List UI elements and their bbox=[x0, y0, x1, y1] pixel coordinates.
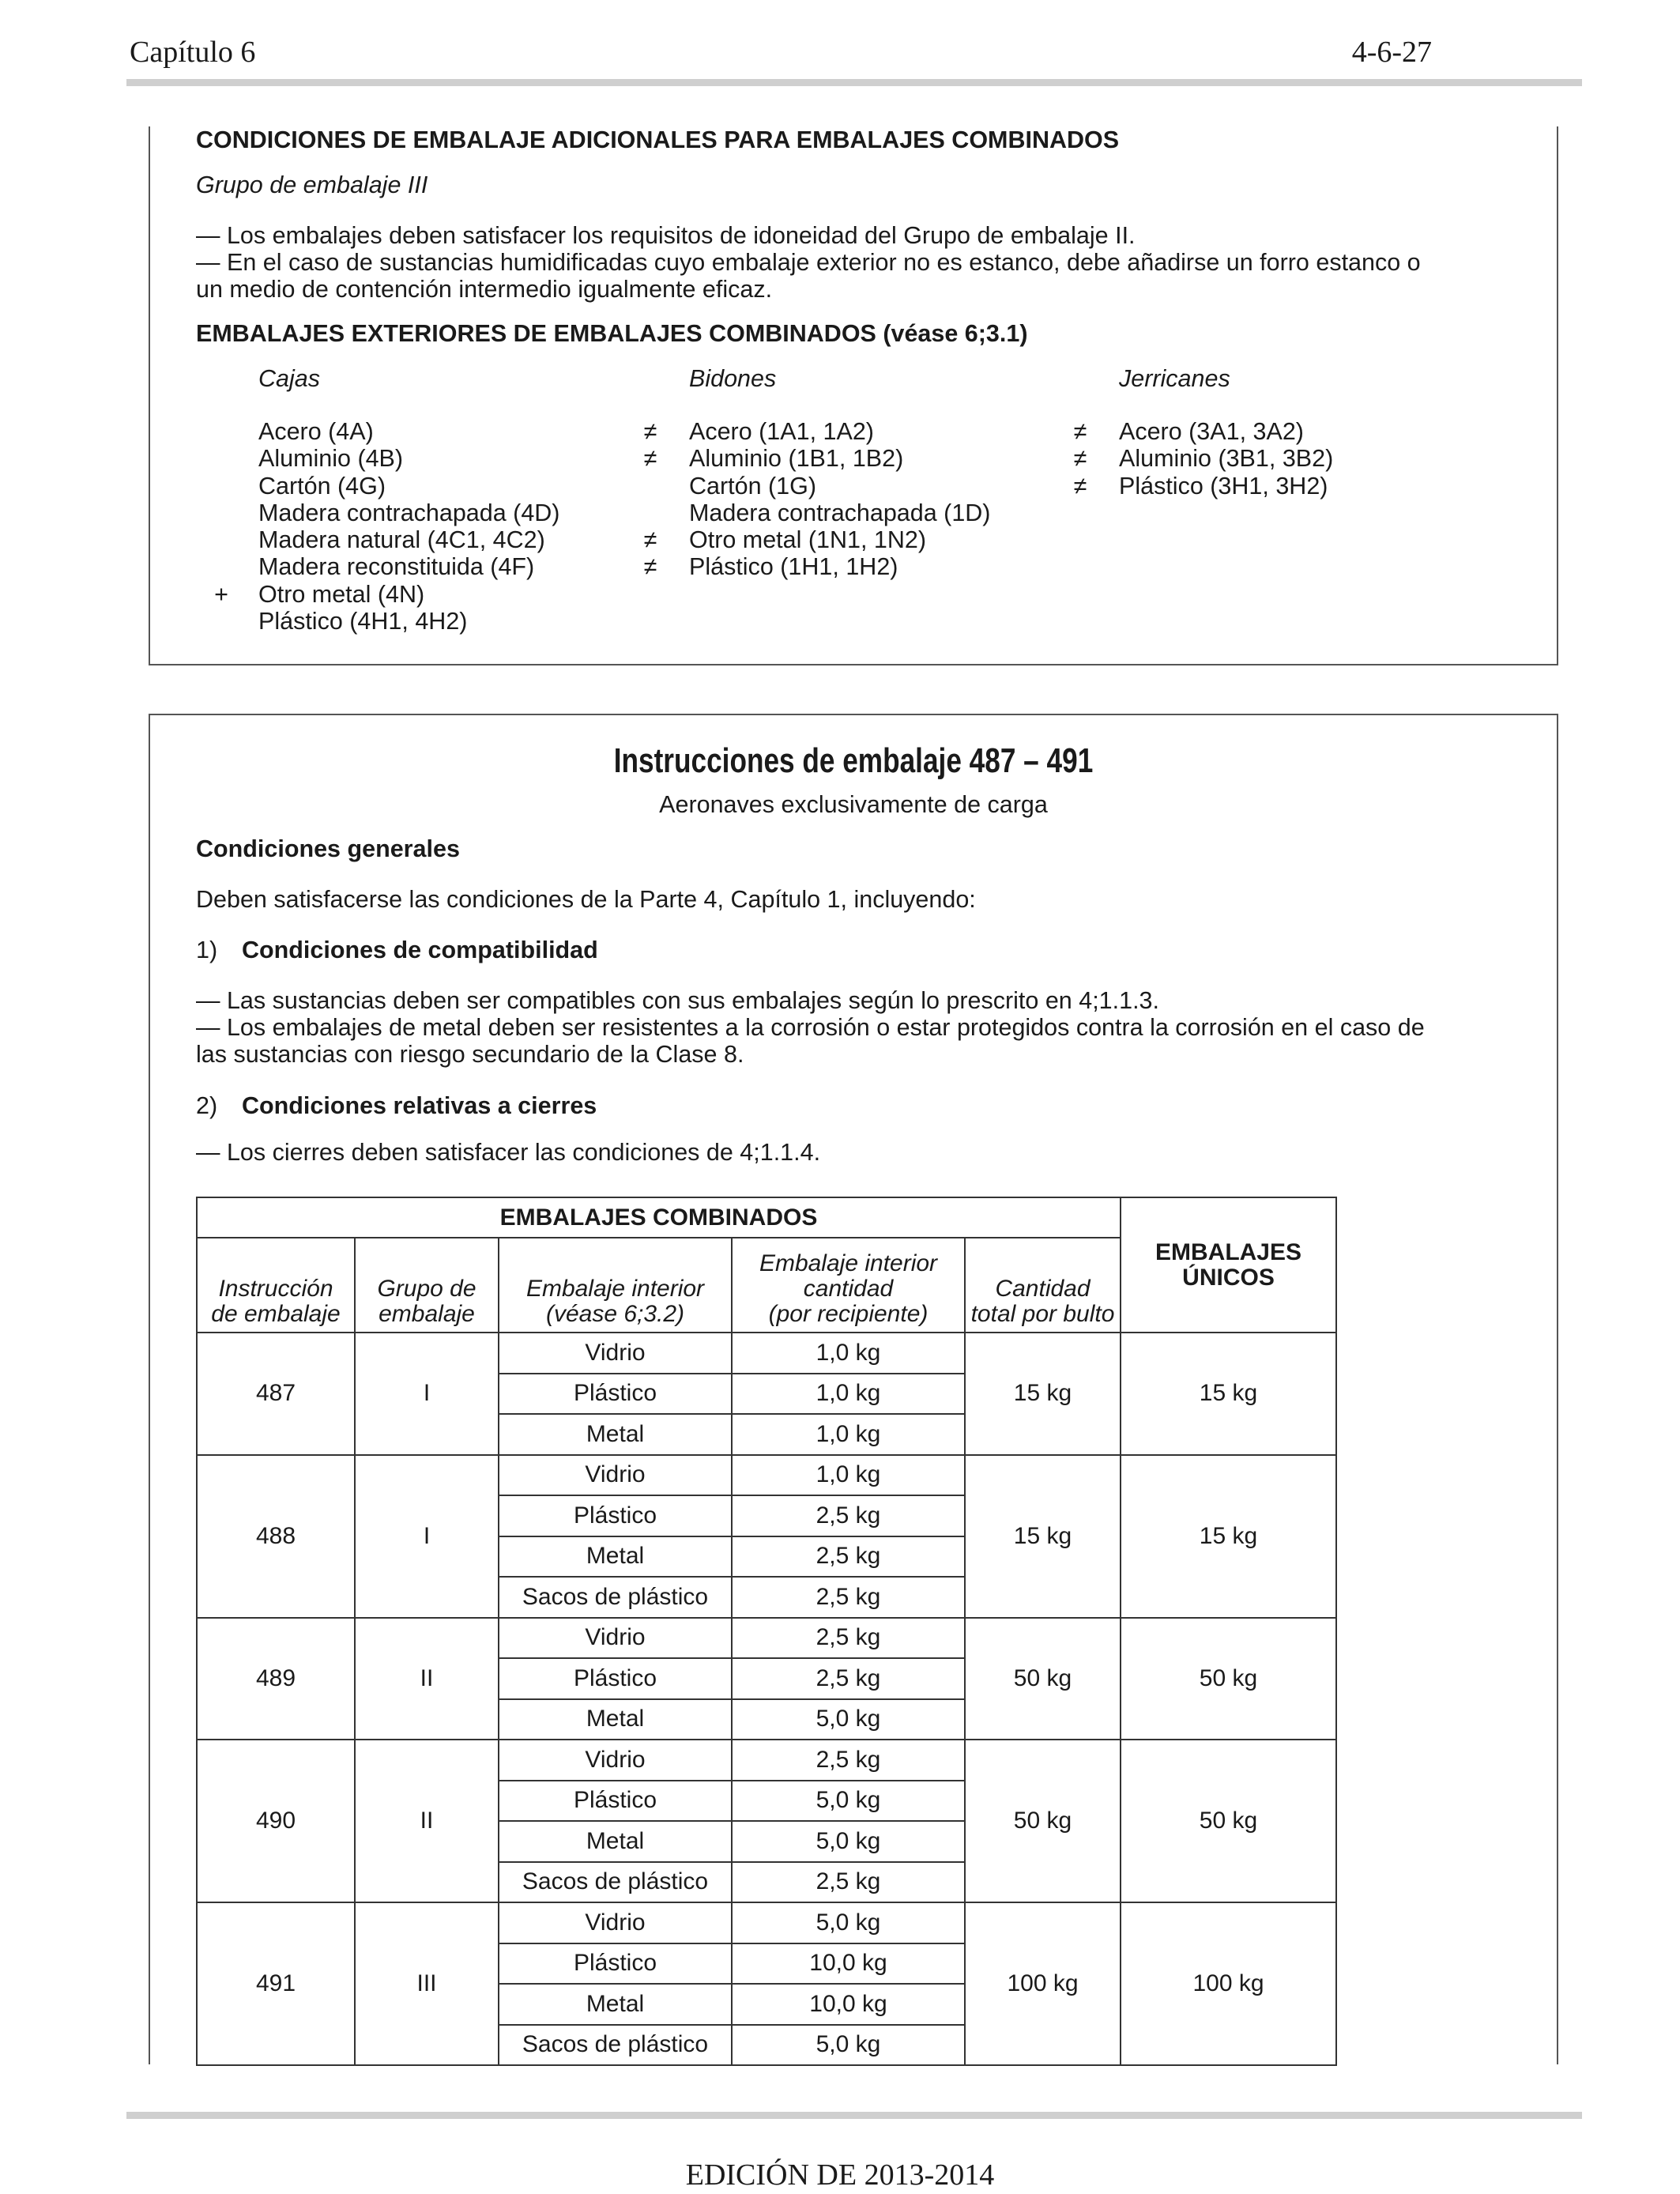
inner-quantity-cell: 2,5 kg bbox=[732, 1740, 965, 1781]
header-line: cantidad bbox=[803, 1276, 894, 1302]
list-item: Cartón (4G) bbox=[258, 472, 386, 499]
plus-mark: + bbox=[214, 580, 228, 608]
inner-packaging-cell: Metal bbox=[499, 1821, 732, 1862]
header-line: (por recipiente) bbox=[768, 1301, 929, 1327]
inner-quantity-cell: 1,0 kg bbox=[732, 1455, 965, 1496]
packing-instructions-title: Instrucciones de embalaje 487 – 491 bbox=[613, 741, 1094, 780]
instruction-cell: 491 bbox=[197, 1902, 355, 2065]
inner-packaging-cell: Plástico bbox=[499, 1495, 732, 1536]
mark bbox=[209, 445, 233, 472]
condition-bullet: — Los embalajes de metal deben ser resistentes a la corrosión o estar protegidos contra la corrosión en el caso de bbox=[196, 1014, 1425, 1041]
general-conditions-intro: Deben satisfacerse las condiciones de la Parte 4, Capítulo 1, incluyendo: bbox=[196, 886, 976, 913]
inner-quantity-col-header bbox=[732, 1238, 965, 1333]
inner-quantity-cell: 2,5 kg bbox=[732, 1495, 965, 1536]
inner-packaging-cell: Metal bbox=[499, 1984, 732, 2025]
list-item: Otro metal (4N) bbox=[258, 580, 425, 608]
mark bbox=[638, 473, 662, 499]
instruction-cell: 489 bbox=[197, 1618, 355, 1740]
single-packaging-cell: 100 kg bbox=[1121, 1902, 1336, 2065]
boxes-list bbox=[258, 418, 559, 635]
instruction-col-header bbox=[197, 1238, 355, 1333]
header-line: (véase 6;3.2) bbox=[545, 1301, 685, 1327]
packing-instructions-box bbox=[149, 714, 1558, 2064]
instruction-cell: 490 bbox=[197, 1740, 355, 1902]
packing-group-cell: II bbox=[355, 1740, 499, 1902]
header-line: de embalaje bbox=[211, 1301, 341, 1327]
page-number: 4-6-27 bbox=[1351, 36, 1432, 69]
inner-packaging-cell: Vidrio bbox=[499, 1902, 732, 1943]
packing-group-col-header bbox=[355, 1238, 499, 1333]
inner-packaging-cell: Metal bbox=[499, 1699, 732, 1740]
condition-bullet: — Los cierres deben satisfacer las condiciones de 4;1.1.4. bbox=[196, 1139, 821, 1166]
inner-packaging-cell: Vidrio bbox=[499, 1618, 732, 1659]
inner-quantity-cell: 5,0 kg bbox=[732, 1781, 965, 1822]
inner-quantity-cell: 1,0 kg bbox=[732, 1374, 965, 1415]
not-equal-mark: ≠ bbox=[1073, 472, 1087, 499]
inner-quantity-cell: 5,0 kg bbox=[732, 2025, 965, 2066]
list-item: Madera natural (4C1, 4C2) bbox=[258, 526, 545, 554]
packing-group-cell: I bbox=[355, 1333, 499, 1455]
total-quantity-cell: 50 kg bbox=[965, 1740, 1121, 1902]
column-title-drums: Bidones bbox=[689, 365, 777, 392]
table-body bbox=[197, 1333, 1336, 2065]
inner-quantity-cell: 10,0 kg bbox=[732, 1943, 965, 1985]
single-packaging-cell: 50 kg bbox=[1121, 1618, 1336, 1740]
list-item: Acero (1A1, 1A2) bbox=[689, 418, 874, 445]
inner-packaging-cell: Metal bbox=[499, 1536, 732, 1578]
header-line: Embalaje interior bbox=[759, 1250, 938, 1276]
mark bbox=[209, 608, 233, 635]
table-row bbox=[197, 1740, 1336, 1781]
instruction-cell: 487 bbox=[197, 1333, 355, 1455]
list-item: Madera contrachapada (1D) bbox=[689, 499, 991, 526]
list-item: Aluminio (3B1, 3B2) bbox=[1119, 445, 1334, 473]
not-equal-mark: ≠ bbox=[643, 526, 657, 554]
condition-bullet: — Las sustancias deben ser compatibles con sus embalajes según lo prescrito en 4;1.1.3. bbox=[196, 987, 1159, 1014]
condition-bullet-continuation: las sustancias con riesgo secundario de la Clase 8. bbox=[196, 1041, 744, 1068]
single-packaging-cell: 15 kg bbox=[1121, 1455, 1336, 1618]
not-equal-mark: ≠ bbox=[1073, 418, 1087, 445]
inner-packaging-cell: Sacos de plástico bbox=[499, 1862, 732, 1903]
column-title-boxes: Cajas bbox=[258, 365, 320, 392]
packing-instructions-table bbox=[196, 1197, 1337, 2066]
total-quantity-cell: 50 kg bbox=[965, 1618, 1121, 1740]
mark bbox=[209, 553, 233, 580]
packing-group-cell: III bbox=[355, 1902, 499, 2065]
general-conditions-heading: Condiciones generales bbox=[196, 835, 460, 862]
edition-footer: EDICIÓN DE 2013-2014 bbox=[685, 2158, 995, 2192]
list-item: Madera contrachapada (4D) bbox=[258, 499, 560, 526]
inner-quantity-cell: 5,0 kg bbox=[732, 1902, 965, 1943]
inner-packaging-cell: Plástico bbox=[499, 1781, 732, 1822]
inner-quantity-cell: 1,0 kg bbox=[732, 1414, 965, 1455]
mark bbox=[209, 526, 233, 553]
drums-list bbox=[689, 418, 990, 581]
total-quantity-cell: 15 kg bbox=[965, 1333, 1121, 1455]
table-row bbox=[197, 1455, 1336, 1496]
header-line: total por bulto bbox=[970, 1301, 1115, 1327]
inner-packaging-cell: Vidrio bbox=[499, 1455, 732, 1496]
header-line: Embalaje interior bbox=[525, 1276, 705, 1302]
inner-packaging-cell: Sacos de plástico bbox=[499, 2025, 732, 2066]
mark bbox=[638, 499, 662, 526]
single-packagings-header bbox=[1121, 1197, 1336, 1333]
jerricans-marks bbox=[1068, 418, 1092, 499]
list-item: Cartón (1G) bbox=[689, 472, 817, 499]
mark bbox=[209, 473, 233, 499]
condition-bullet-continuation: un medio de contención intermedio igualmente eficaz. bbox=[196, 276, 773, 303]
total-quantity-col-header bbox=[965, 1238, 1121, 1333]
footer-rule bbox=[126, 2112, 1582, 2119]
list-item: Aluminio (1B1, 1B2) bbox=[689, 445, 904, 473]
list-item: Acero (3A1, 3A2) bbox=[1119, 418, 1304, 445]
header-line: EMBALAJES bbox=[1155, 1238, 1302, 1265]
not-equal-mark: ≠ bbox=[643, 445, 657, 473]
packing-group-cell: II bbox=[355, 1618, 499, 1740]
cargo-aircraft-subtitle: Aeronaves exclusivamente de carga bbox=[659, 791, 1048, 818]
list-item: Plástico (4H1, 4H2) bbox=[258, 608, 468, 635]
inner-packaging-col-header bbox=[499, 1238, 732, 1333]
total-quantity-cell: 100 kg bbox=[965, 1902, 1121, 2065]
inner-quantity-cell: 2,5 kg bbox=[732, 1536, 965, 1578]
single-packaging-cell: 50 kg bbox=[1121, 1740, 1336, 1902]
not-equal-mark: ≠ bbox=[643, 418, 657, 445]
header-rule bbox=[126, 79, 1582, 86]
list-item: Otro metal (1N1, 1N2) bbox=[689, 526, 927, 554]
table-row bbox=[197, 1618, 1336, 1659]
mark bbox=[209, 499, 233, 526]
not-equal-mark: ≠ bbox=[643, 553, 657, 581]
inner-quantity-cell: 2,5 kg bbox=[732, 1577, 965, 1618]
inner-quantity-cell: 2,5 kg bbox=[732, 1862, 965, 1903]
table-row bbox=[197, 1902, 1336, 1943]
inner-quantity-cell: 10,0 kg bbox=[732, 1984, 965, 2025]
inner-packaging-cell: Plástico bbox=[499, 1374, 732, 1415]
boxes-marks bbox=[209, 418, 233, 635]
packing-group-label: Grupo de embalaje III bbox=[196, 172, 428, 198]
column-title-jerricans: Jerricanes bbox=[1119, 365, 1230, 392]
list-item: Acero (4A) bbox=[258, 418, 374, 445]
additional-conditions-box bbox=[149, 126, 1558, 665]
inner-packaging-cell: Plástico bbox=[499, 1658, 732, 1699]
inner-quantity-cell: 5,0 kg bbox=[732, 1821, 965, 1862]
header-line: embalaje bbox=[379, 1301, 475, 1327]
compatibility-heading: Condiciones de compatibilidad bbox=[242, 937, 598, 963]
header-line: Cantidad bbox=[995, 1276, 1090, 1302]
not-equal-mark: ≠ bbox=[1073, 445, 1087, 473]
list-item: Madera reconstituida (4F) bbox=[258, 553, 535, 581]
header-line: Instrucción bbox=[218, 1276, 333, 1302]
header-line: Grupo de bbox=[377, 1276, 477, 1302]
instruction-cell: 488 bbox=[197, 1455, 355, 1618]
condition-number: 1) bbox=[196, 937, 218, 963]
inner-packaging-cell: Vidrio bbox=[499, 1740, 732, 1781]
list-item: Plástico (1H1, 1H2) bbox=[689, 553, 898, 581]
condition-number: 2) bbox=[196, 1092, 218, 1119]
table-row bbox=[197, 1333, 1336, 1374]
inner-packaging-cell: Sacos de plástico bbox=[499, 1577, 732, 1618]
inner-quantity-cell: 2,5 kg bbox=[732, 1658, 965, 1699]
condition-bullet: — Los embalajes deben satisfacer los requisitos de idoneidad del Grupo de embalaje II. bbox=[196, 222, 1136, 249]
additional-conditions-heading: CONDICIONES DE EMBALAJE ADICIONALES PARA EMBALAJES COMBINADOS bbox=[196, 126, 1120, 153]
outer-packagings-heading: EMBALAJES EXTERIORES DE EMBALAJES COMBINADOS (véase 6;3.1) bbox=[196, 320, 1028, 347]
inner-quantity-cell: 5,0 kg bbox=[732, 1699, 965, 1740]
jerricans-list bbox=[1119, 418, 1333, 499]
packing-group-cell: I bbox=[355, 1455, 499, 1618]
inner-packaging-cell: Plástico bbox=[499, 1943, 732, 1985]
combination-packagings-header: EMBALAJES COMBINADOS bbox=[197, 1197, 1121, 1238]
list-item: Aluminio (4B) bbox=[258, 445, 404, 473]
inner-packaging-cell: Vidrio bbox=[499, 1333, 732, 1374]
inner-quantity-cell: 1,0 kg bbox=[732, 1333, 965, 1374]
chapter-label: Capítulo 6 bbox=[130, 36, 256, 69]
header-line: ÚNICOS bbox=[1182, 1264, 1275, 1291]
closures-heading: Condiciones relativas a cierres bbox=[242, 1092, 597, 1119]
mark bbox=[209, 418, 233, 445]
inner-quantity-cell: 2,5 kg bbox=[732, 1618, 965, 1659]
inner-packaging-cell: Metal bbox=[499, 1414, 732, 1455]
condition-bullet: — En el caso de sustancias humidificadas cuyo embalaje exterior no es estanco, debe añadirse un forro estanco o bbox=[196, 249, 1421, 276]
drums-marks bbox=[638, 418, 662, 581]
total-quantity-cell: 15 kg bbox=[965, 1455, 1121, 1618]
single-packaging-cell: 15 kg bbox=[1121, 1333, 1336, 1455]
list-item: Plástico (3H1, 3H2) bbox=[1119, 472, 1328, 499]
